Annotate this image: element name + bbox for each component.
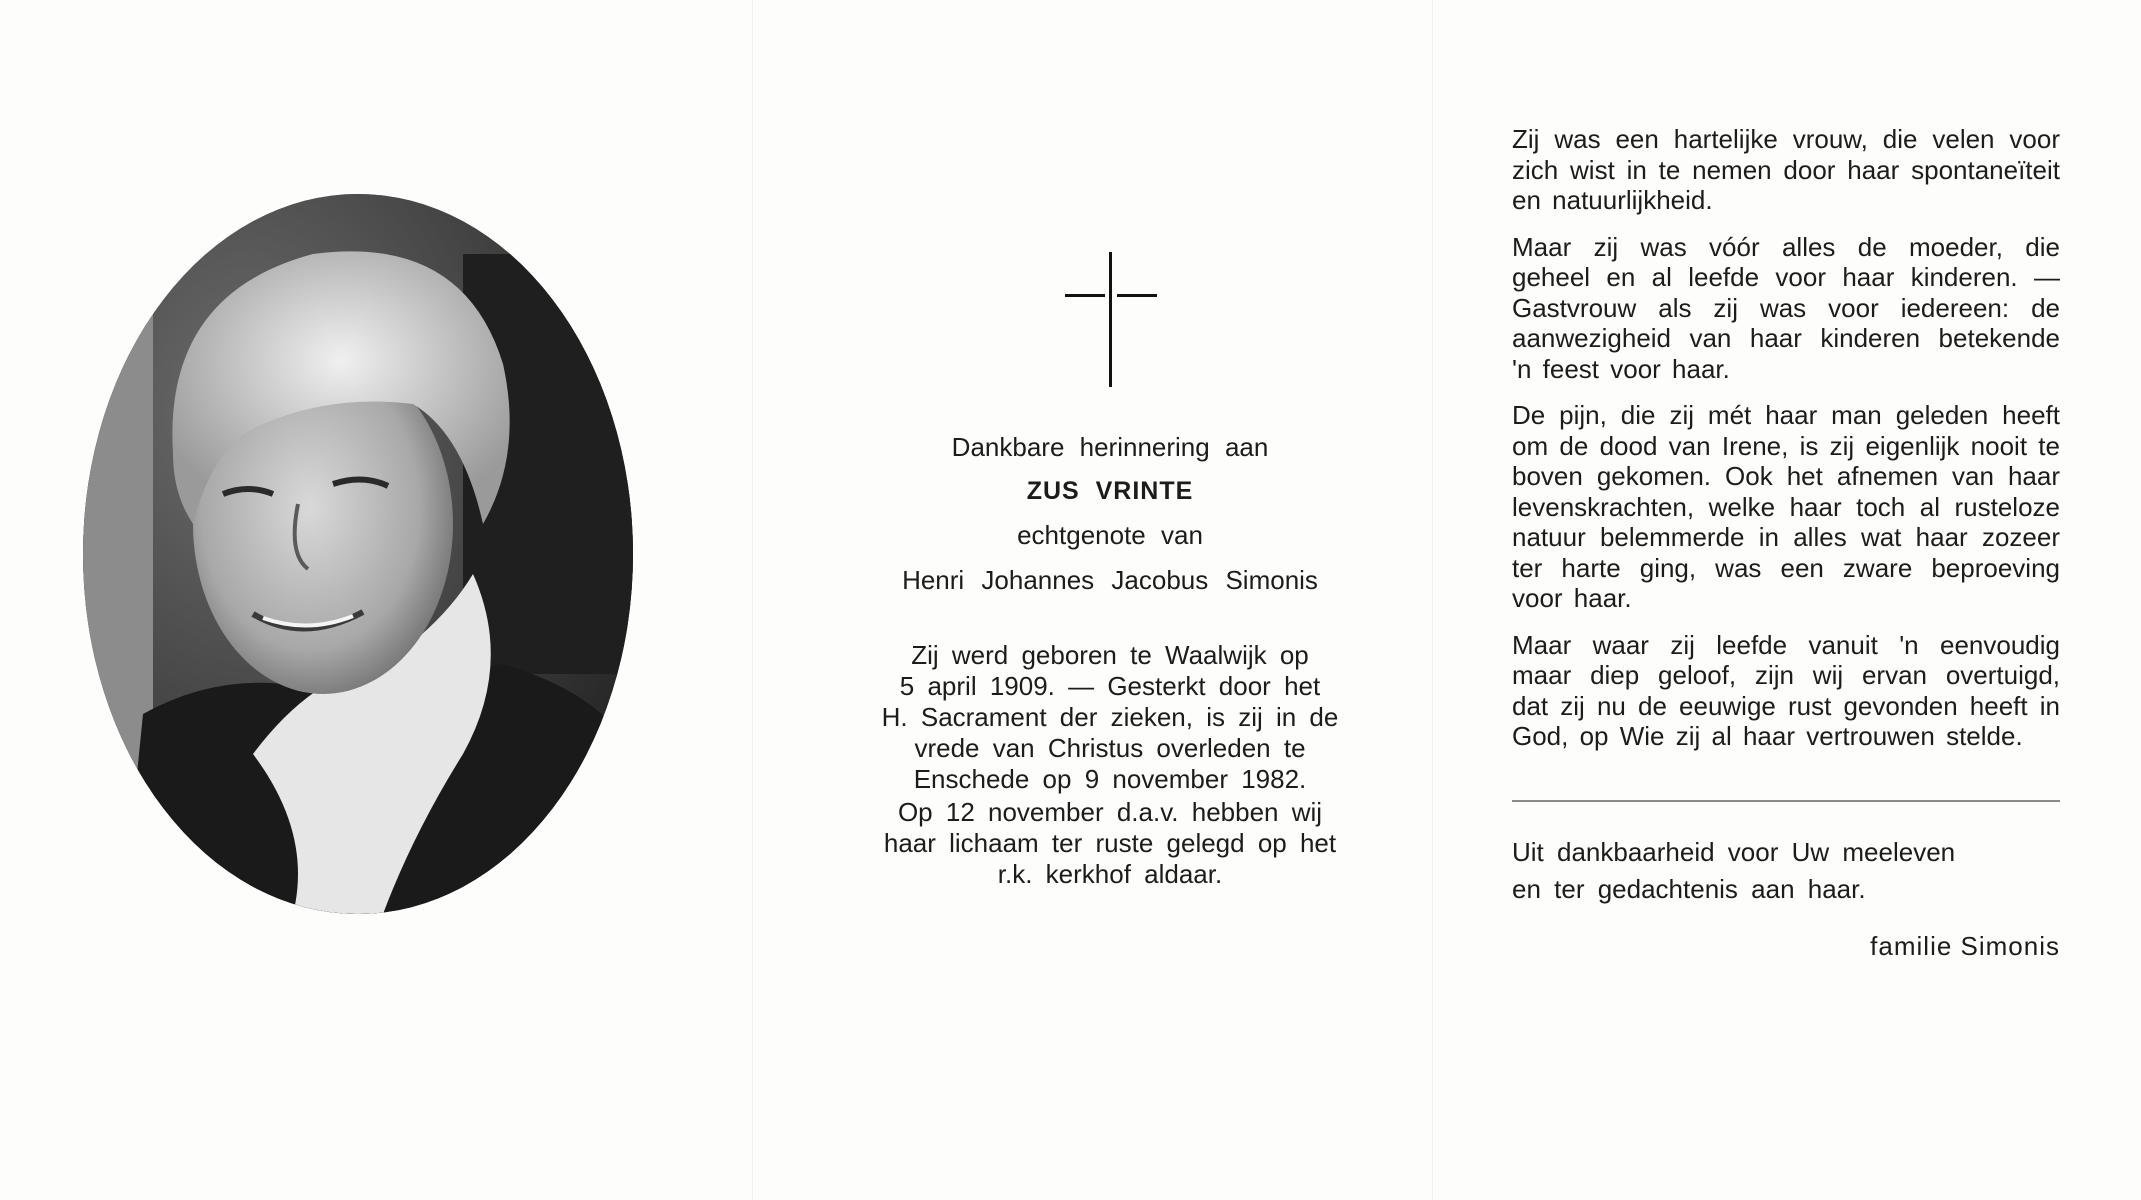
birth-line: H. Sacrament der zieken, is zij in de (881, 702, 1339, 732)
thanks-line: en ter gedachtenis aan haar. (1512, 873, 1866, 904)
fold-line-left (752, 0, 753, 1200)
thanks-line: Uit dankbaarheid voor Uw meeleven (1512, 836, 1956, 867)
birth-line: vrede van Christus overleden te (914, 733, 1306, 763)
burial-line: r.k. kerkhof aldaar. (997, 859, 1223, 889)
cross-icon (1055, 240, 1165, 385)
birth-paragraph (820, 640, 1400, 795)
intro-text: Dankbare herinnering aan (951, 432, 1269, 462)
tribute-paragraph: De pijn, die zij mét haar man geleden heeft om de dood van Irene, is zij eigenlijk nooit te boven gekomen. Ook het afnemen van haar levenskrachten, welke haar toch al rusteloze natuur belemmerde in alles wat haar zozeer ter harte ging, was een zware beproeving voor haar. (1512, 400, 2060, 613)
fold-line-right (1432, 0, 1433, 1200)
birth-line: Enschede op 9 november 1982. (913, 764, 1307, 794)
portrait-photo-icon (83, 194, 633, 914)
tribute-paragraph: Maar zij was vóór alles de moeder, die geheel en al leefde voor haar kinderen. — Gastvrouw als zij was voor iedereen: de aanwezigheid van haar kinderen betekende 'n feest voor haar. (1512, 231, 2060, 384)
burial-paragraph (820, 797, 1400, 890)
birth-line: 5 april 1909. — Gesterkt door het (899, 671, 1321, 701)
burial-line: haar lichaam ter ruste gelegd op het (883, 828, 1337, 858)
middle-panel (820, 240, 1400, 890)
spouse-label: echtgenote van (1017, 520, 1203, 550)
tribute-paragraph: Zij was een hartelijke vrouw, die velen voor zich wist in te nemen door haar spontaneïteit en natuurlijkheid. (1512, 124, 2060, 215)
right-panel (1512, 124, 2060, 962)
spouse-name: Henri Johannes Jacobus Simonis (902, 565, 1318, 595)
birth-line: Zij werd geboren te Waalwijk op (911, 640, 1309, 670)
burial-line: Op 12 november d.a.v. hebben wij (897, 797, 1323, 827)
family-signature: familie Simonis (1870, 930, 2060, 961)
deceased-name: ZUS VRINTE (1026, 477, 1194, 505)
tribute-paragraph: Maar waar zij leefde vanuit 'n eenvoudig maar diep geloof, zijn wij ervan overtuigd, dat zij nu de eeuwige rust gevonden heeft in God, op Wie zij al haar vertrouwen stelde. (1512, 629, 2060, 751)
divider-line (1512, 800, 2060, 802)
